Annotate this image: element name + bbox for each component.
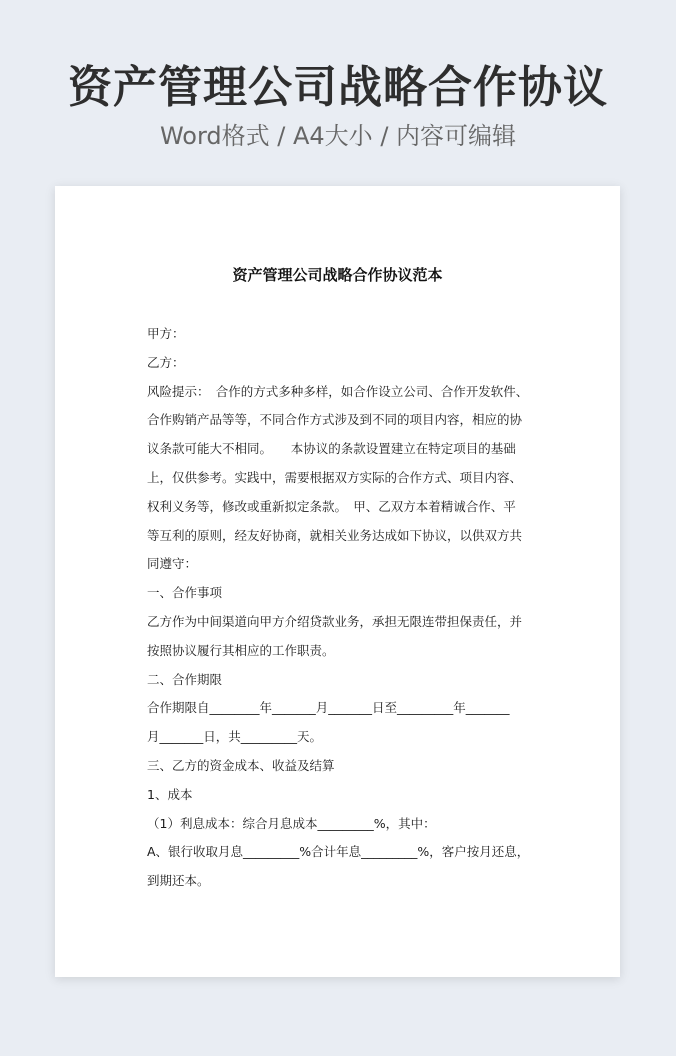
document-title: 资产管理公司战略合作协议范本	[232, 266, 443, 284]
doc-line: 上，仅供参考。实践中，需要根据双方实际的合作方式、项目内容、	[147, 469, 523, 485]
doc-line: 乙方作为中间渠道向甲方介绍贷款业务，承担无限连带担保责任，并	[147, 613, 523, 629]
section-heading: 三、乙方的资金成本、收益及结算	[147, 757, 335, 773]
doc-line: 按照协议履行其相应的工作职责。	[147, 642, 335, 658]
doc-line: 甲方：	[147, 326, 185, 341]
doc-line: A、银行收取月息_________%合计年息_________%，客户按月还息，	[147, 844, 530, 860]
document-body	[147, 320, 532, 896]
doc-line: 权利义务等，修改或重新拟定条款。 甲、乙双方本着精诚合作、平	[147, 498, 516, 514]
doc-line: 1、成本	[147, 786, 193, 802]
section-heading: 二、合作期限	[147, 671, 223, 687]
doc-line: 合作购销产品等等，不同合作方式涉及到不同的项目内容，相应的协	[147, 412, 523, 428]
section-heading: 一、合作事项	[147, 585, 223, 601]
doc-line: 月_______日，共_________天。	[147, 729, 323, 745]
document-page	[55, 186, 620, 977]
doc-line: （1）利息成本：综合月息成本_________%，其中：	[147, 815, 436, 831]
page-subtitle: Word格式 / A4大小 / 内容可编辑	[159, 122, 517, 150]
doc-line: 风险提示： 合作的方式多种多样，如合作设立公司、合作开发软件、	[147, 383, 529, 399]
doc-line: 议条款可能大不相同。 本协议的条款设置建立在特定项目的基础	[147, 441, 516, 457]
doc-line: 到期还本。	[147, 873, 210, 889]
page-title: 资产管理公司战略合作协议	[68, 62, 608, 113]
doc-line: 乙方：	[147, 354, 185, 370]
doc-line: 等互利的原则，经友好协商，就相关业务达成如下协议，以供双方共	[147, 527, 523, 543]
doc-line: 合作期限自________年_______月_______日至_________年_______	[147, 700, 510, 716]
doc-line: 同遵守：	[147, 556, 198, 572]
